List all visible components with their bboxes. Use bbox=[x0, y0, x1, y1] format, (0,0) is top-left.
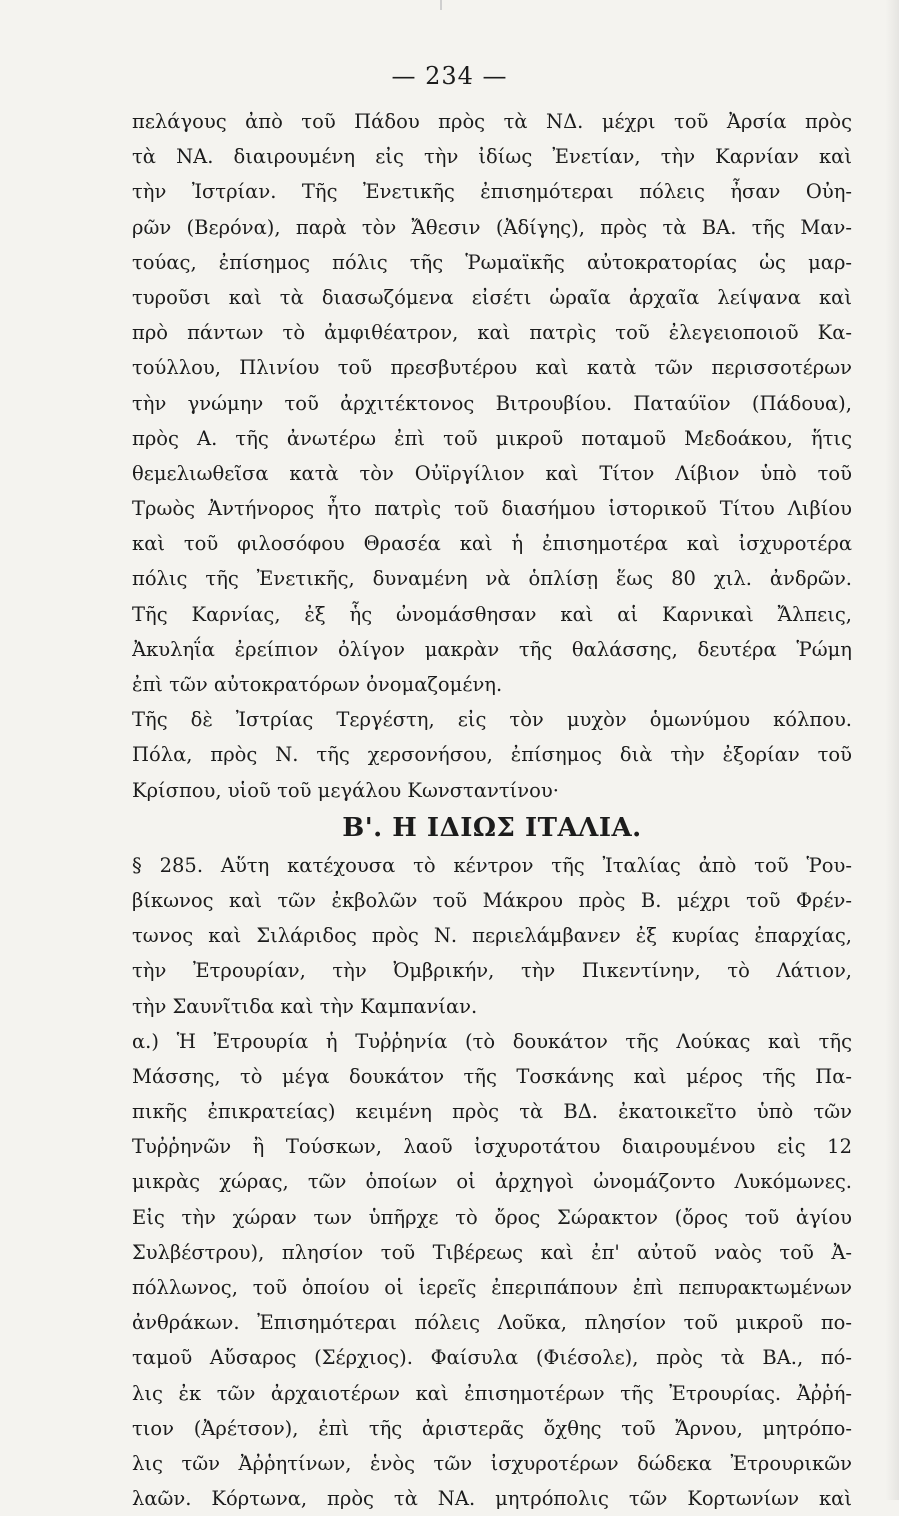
text-line: Τῆς δὲ Ἰστρίας Τεργέστη, εἰς τὸν μυχὸν ὁμωνύμου κόλπου. bbox=[132, 708, 852, 732]
text-line: Τυῤῥηνῶν ἢ Τούσκων, λαοῦ ἰσχυροτάτου διαιρουμένου εἰς 12 bbox=[132, 1135, 852, 1159]
text-line: τὴν Ἰστρίαν. Τῆς Ἐνετικῆς ἐπισημότεραι πόλεις ἦσαν Οὐη- bbox=[132, 180, 852, 204]
text-line: Εἰς τὴν χώραν των ὑπῆρχε τὸ ὄρος Σώρακτον (ὄρος τοῦ ἁγίου bbox=[132, 1205, 852, 1229]
page-fold-mark bbox=[440, 0, 442, 10]
body-text bbox=[132, 104, 852, 1516]
text-line: τούλλου, Πλινίου τοῦ πρεσβυτέρου καὶ κατὰ τῶν περισσοτέρων bbox=[132, 356, 852, 380]
text-line: ἐπὶ τῶν αὐτοκρατόρων ὀνομαζομένη. bbox=[132, 673, 503, 696]
text-line: § 285. Αὕτη κατέχουσα τὸ κέντρον τῆς Ἰταλίας ἀπὸ τοῦ Ῥου- bbox=[132, 853, 852, 877]
text-line: τωνος καὶ Σιλάριδος πρὸς Ν. περιελάμβανεν ἐξ κυρίας ἐπαρχίας, bbox=[132, 924, 852, 948]
text-line: πελάγους ἀπὸ τοῦ Πάδου πρὸς τὰ ΝΔ. μέχρι τοῦ Ἀρσία πρὸς bbox=[132, 110, 852, 133]
page-edge-shadow bbox=[885, 0, 899, 1500]
text-line: πόλις τῆς Ἐνετικῆς, δυναμένη νὰ ὁπλίσῃ ἕως 80 χιλ. ἀνδρῶν. bbox=[132, 567, 852, 591]
text-line: πικῆς ἐπικρατείας) κειμένη πρὸς τὰ ΒΔ. ἐκατοικεῖτο ὑπὸ τῶν bbox=[132, 1100, 852, 1124]
text-line: Πόλα, πρὸς Ν. τῆς χερσονήσου, ἐπίσημος διὰ τὴν ἐξορίαν τοῦ bbox=[132, 743, 852, 767]
text-line: θεμελιωθεῖσα κατὰ τὸν Οὐϊργίλιον καὶ Τίτον Λίβιον ὑπὸ τοῦ bbox=[132, 461, 852, 485]
page-number: — 234 — bbox=[391, 62, 508, 90]
text-line: Τῆς Καρνίας, ἐξ ἧς ὠνομάσθησαν καὶ αἱ Καρνικαὶ Ἄλπεις, bbox=[132, 602, 852, 626]
section-heading: Β'. Η ΙΔΙΩΣ ΙΤΑΛΙΑ. bbox=[342, 812, 642, 843]
text-line: τὰ ΝΑ. διαιρουμένη εἰς τὴν ἰδίως Ἐνετίαν, τὴν Καρνίαν καὶ bbox=[132, 145, 852, 169]
text-line: λαῶν. Κόρτωνα, πρὸς τὰ ΝΑ. μητρόπολις τῶν Κορτωνίων καὶ bbox=[132, 1487, 852, 1511]
text-line: βίκωνος καὶ τῶν ἐκβολῶν τοῦ Μάκρου πρὸς Β. μέχρι τοῦ Φρέν- bbox=[132, 888, 852, 912]
text-line: τούας, ἐπίσημος πόλις τῆς Ῥωμαϊκῆς αὐτοκρατορίας ὡς μαρ- bbox=[132, 250, 852, 274]
text-line: λις τῶν Ἀῤῥητίνων, ἑνὸς τῶν ἰσχυροτέρων δώδεκα Ἐτρουρικῶν bbox=[132, 1451, 852, 1475]
text-line: τὴν Σαυνῖτιδα καὶ τὴν Καμπανίαν. bbox=[132, 994, 478, 1018]
text-line: ταμοῦ Αὔσαρος (Σέρχιος). Φαίσυλα (Φιέσολε), πρὸς τὰ ΒΑ., πό- bbox=[132, 1346, 852, 1370]
text-line: ρῶν (Βερόνα), παρὰ τὸν Ἄθεσιν (Ἀδίγης), πρὸς τὰ ΒΑ. τῆς Μαν- bbox=[132, 215, 852, 239]
text-line: λις ἐκ τῶν ἀρχαιοτέρων καὶ ἐπισημοτέρων τῆς Ἐτρουρίας. Ἀῤῥή- bbox=[132, 1381, 852, 1405]
text-line: μικρὰς χώρας, τῶν ὁποίων οἱ ἀρχηγοὶ ὠνομάζοντο Λυκόμωνες. bbox=[132, 1170, 852, 1194]
text-line: τυροῦσι καὶ τὰ διασωζόμενα εἰσέτι ὡραῖα ἀρχαῖα λείψανα καὶ bbox=[132, 285, 852, 309]
text-line: Τρωὸς Ἀντήνορος ἦτο πατρὶς τοῦ διασήμου ἱστορικοῦ Τίτου Λιβίου bbox=[132, 497, 852, 521]
text-line: Συλβέστρου), πλησίον τοῦ Τιβέρεως καὶ ἐπ' αὐτοῦ ναὸς τοῦ Ἀ- bbox=[132, 1240, 852, 1264]
text-line: τὴν γνώμην τοῦ ἀρχιτέκτονος Βιτρουβίου. Παταύϊον (Πάδουα), bbox=[132, 391, 852, 415]
text-line: α.) Ἡ Ἐτρουρία ἡ Τυῤῥηνία (τὸ δουκάτον τῆς Λούκας καὶ τῆς bbox=[132, 1029, 852, 1053]
text-line: Μάσσης, τὸ μέγα δουκάτον τῆς Τοσκάνης καὶ μέρος τῆς Πα- bbox=[132, 1064, 852, 1088]
text-line: καὶ τοῦ φιλοσόφου Θρασέα καὶ ἡ ἐπισημοτέρα καὶ ἰσχυροτέρα bbox=[132, 532, 852, 556]
text-line: πρὸ πάντων τὸ ἀμφιθέατρον, καὶ πατρὶς τοῦ ἐλεγειοποιοῦ Κα- bbox=[132, 321, 852, 345]
text-line: Κρίσπου, υἱοῦ τοῦ μεγάλου Κωνσταντίνου· bbox=[132, 778, 559, 802]
text-line: πρὸς Α. τῆς ἀνωτέρω ἐπὶ τοῦ μικροῦ ποταμοῦ Μεδοάκου, ἥτις bbox=[132, 426, 852, 450]
text-line: πόλλωνος, τοῦ ὁποίου οἱ ἱερεῖς ἐπεριπάπουν ἐπὶ πεπυρακτωμένων bbox=[132, 1276, 852, 1299]
text-line: Ἀκυληΐα ἐρείπιον ὀλίγον μακρὰν τῆς θαλάσσης, δευτέρα Ῥώμη bbox=[132, 637, 852, 661]
text-line: τιον (Ἀρέτσον), ἐπὶ τῆς ἀριστερᾶς ὄχθης τοῦ Ἄρνου, μητρόπο- bbox=[132, 1416, 852, 1440]
text-line: τὴν Ἐτρουρίαν, τὴν Ὀμβρικήν, τὴν Πικεντίνην, τὸ Λάτιον, bbox=[132, 959, 852, 983]
text-line: ἀνθράκων. Ἐπισημότεραι πόλεις Λοῦκα, πλησίον τοῦ μικροῦ πο- bbox=[132, 1311, 852, 1335]
